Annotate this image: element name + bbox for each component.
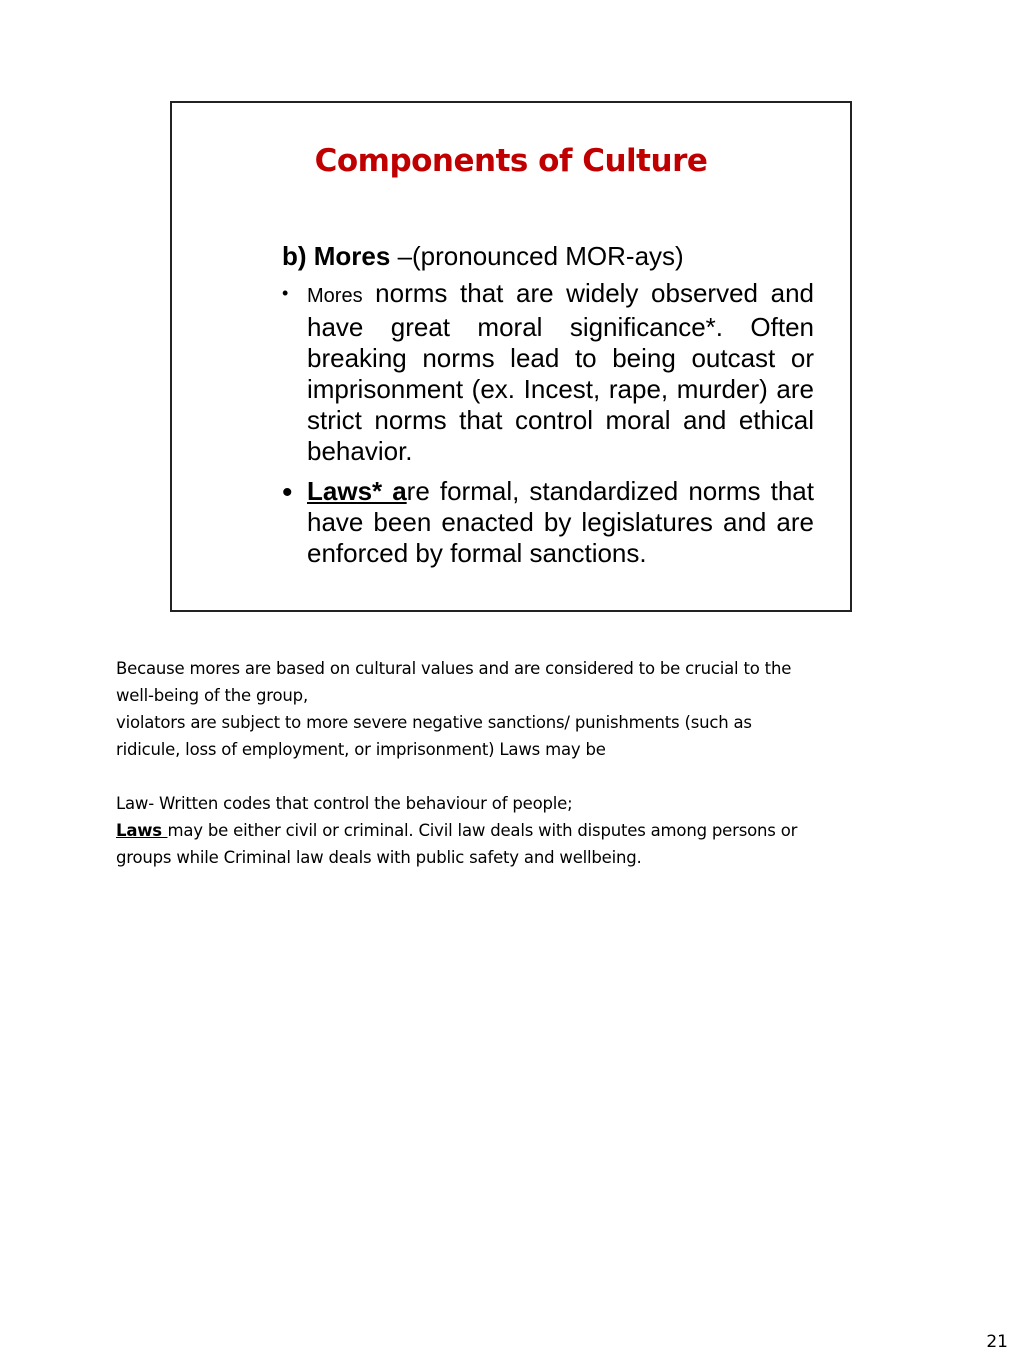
bullet-mores-lead: Mores [307,285,363,307]
notes-line: Law- Written codes that control the behaviour of people; [116,794,573,813]
bullet-dot-icon: • [282,283,289,303]
page-number: 21 [986,1332,1008,1352]
notes-line: Because mores are based on cultural values and are considered to be crucial to the [116,659,792,678]
mores-subheading [282,241,814,272]
speaker-notes [116,655,896,871]
slide-title: Components of Culture [314,143,708,179]
bullet-laws-text: re formal, standardized norms that have been enacted by legislatures and are enforced by formal sanctions. [307,476,814,568]
bullet-dot-icon: • [282,476,293,509]
notes-laws-rest: may be either civil or criminal. Civil law deals with disputes among persons or [167,821,798,840]
bullet-laws [282,476,814,569]
bullet-laws-lead: Laws* a [307,476,407,506]
notes-line-laws [116,817,896,844]
notes-line: violators are subject to more severe negative sanctions/ punishments (such as [116,713,752,732]
slide-body [282,241,814,569]
notes-line: ridicule, loss of employment, or imprisonment) Laws may be [116,740,606,759]
notes-laws-lead: Laws [116,821,168,840]
slide-frame [170,101,852,612]
mores-subheading-rest: –(pronounced MOR-ays) [390,241,684,271]
bullet-mores-text: norms that are widely observed and have great moral significance*. Often breaking norms lead to being outcast or imprisonment (ex. Incest, rape, murder) are strict norms that control moral and ethical behavior. [307,278,814,466]
bullet-mores [282,278,814,467]
notes-line: well-being of the group, [116,686,308,705]
notes-spacer [116,763,896,790]
notes-line: groups while Criminal law deals with public safety and wellbeing. [116,848,642,867]
mores-subheading-bold: b) Mores [282,241,391,271]
